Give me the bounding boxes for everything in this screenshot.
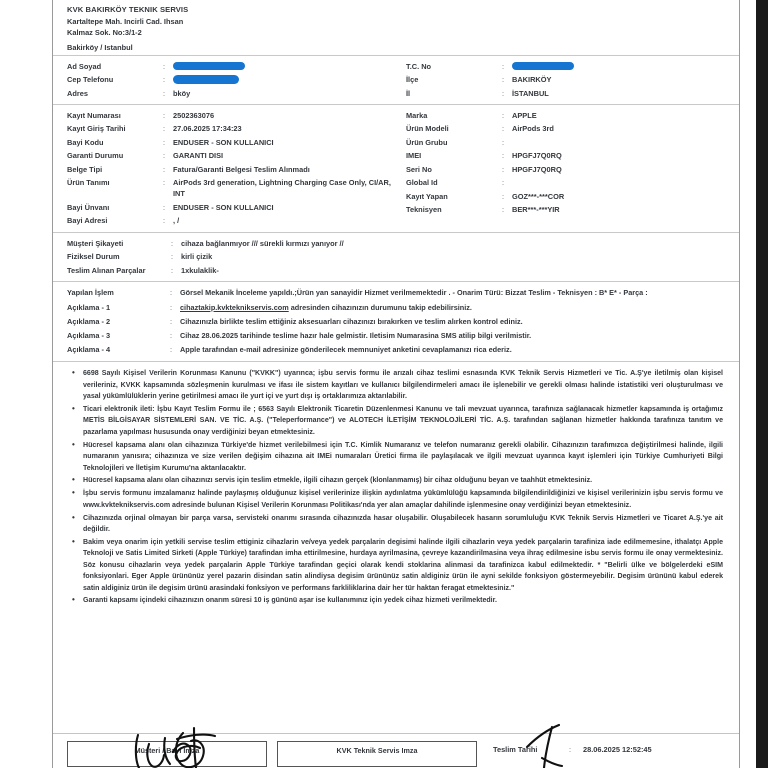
legal-term-item: • Cihazınızda orjinal olmayan bir parça varsa, servisteki onarımı sırasında cihazınızda hasar oluşabilir. Oluşabilecek hasarın sorumluluğu KVK Teknik Servis Hizmetleri ve Ticaret A.Ş.'ye ait değildir. [83,513,723,536]
field-label: Ürün Tanımı [67,178,110,188]
legal-terms-section [53,362,739,612]
field-bayi-kodu [67,136,396,149]
field-label: Kayıt Yapan [406,191,448,201]
field-separator: : [502,61,505,71]
legal-term-item: • 6698 Sayılı Kişisel Verilerin Korunması Kanunu ("KVKK") uyarınca; işbu servis formu ile arızalı cihaz teslimi esnasında KVK Teknik Servis Hizmetleri ve Tic. A.Ş'ye iletilmiş olan kişisel verileriniz, KVKK kapsamında sözleşmenin kurulması ve ifası ile sistem kayıtları ve kullanıcı bilgilendirmeleri amacı ile işlenebilir ve gerekli olması halinde istatistiki veri oluşturulması ve yasal yükümlülüklerin yerine getirilmesi amacı ile yurt içi ve yurt dışı iş ortaklarımıza aktarılabilir. [83,368,723,402]
field-separator: : [502,178,505,188]
field-label: İlçe [406,75,419,85]
field-value: 2502363076 [173,111,215,121]
field-a-klama-2 [53,315,739,329]
field-label: İl [406,88,411,98]
field-separator: : [163,111,166,121]
viewer-edge [756,0,768,768]
field-label: IMEI [406,151,422,161]
field-fiziksel-durum [53,250,739,263]
signature-section [53,733,739,768]
field-label: Ürün Modeli [406,124,449,134]
field-garanti-durumu [67,149,396,162]
field-kay-t-yapan [406,190,739,203]
field-separator: : [163,202,166,212]
customer-right-column [396,60,739,100]
field-separator: : [170,302,173,312]
field-separator: : [163,75,166,85]
field-value: ENDUSER - SON KULLANICI [173,137,274,147]
record-left-column [53,109,396,228]
field-separator: : [170,316,173,326]
field-separator: : [502,191,505,201]
field-adres [67,87,396,100]
company-address-line-1: Kartaltepe Mah. Incirli Cad. Ihsan [67,17,184,27]
customer-section [53,56,739,104]
field-label: Fiziksel Durum [67,252,120,262]
field-cep-telefonu [67,73,396,86]
field-label: Bayi Kodu [67,137,104,147]
legal-term-item: • Ticari elektronik ileti: İşbu Kayıt Teslim Formu ile ; 6563 Sayılı Elektronik Ticaretin Düzenlenmesi Kanunu ve tali mevzuat uyarınca, tarafınıza sağlanacak hizmetler kapsamında iş ortağımız METİS BİLGİSAYAR SİSTEMLERİ SAN. VE TİC. A.Ş. ("Teleperformance") ve ALOTECH İLETİŞİM TEKNOLOJİLERİ TİC. A.Ş. tarafından sağlanan hizmetler hakkında tarafınıza tanıtım ve pazarlama yapılması hususunda onay verdiğinizi beyan etmektesiniz. [83,404,723,438]
field-separator: : [163,61,166,71]
field-separator: : [502,75,505,85]
field-value: kirli çizik [181,252,213,262]
field-label: Müşteri Şikayeti [67,238,124,248]
field-separator: : [170,331,173,341]
field-value: ENDUSER - SON KULLANICI [173,202,274,212]
field-value: İSTANBUL [512,88,549,98]
field-il [406,87,739,100]
field-belge-tipi [67,163,396,176]
field-separator: : [569,745,572,754]
field-value: BAKIRKÖY [512,75,552,85]
field-separator: : [502,137,505,147]
customer-left-column [53,60,396,100]
field-value [512,61,739,72]
field-label: T.C. No [406,61,432,71]
customer-signature-box[interactable]: Müşteri / Bayi Imza [67,741,267,767]
field-separator: : [502,151,505,161]
field-separator: : [163,88,166,98]
field-value [173,61,396,72]
field-value: cihaztakip.kvkteknikservis.com adresinden cihazınızın durumunu takip edebilirsiniz. [180,302,472,312]
field-value: BER***-***YIR [512,205,560,215]
redaction-mark [173,62,245,70]
field-global-id [406,176,739,189]
delivery-date-value: 28.06.2025 12:52:45 [583,745,652,754]
field-value: , / [173,216,180,226]
field-bayi-adresi [67,214,396,227]
field-value: Fatura/Garanti Belgesi Teslim Alınmadı [173,164,310,174]
legal-term-item: • Bakim veya onarim için yetkili servise teslim ettiginiz cihazlarin ve/veya yedek parçalarin degisimi halinde ilgili cihazlarin veya yedek parçalarin tarafiniza iade edilmemesine, ithalatçı Apple Teknoloji ve Satis Limited Sirketi (Apple Türkiye) tarafindan imha ettirilmesine, hurdaya ayrilmasina, çevreye kazandirilmasina veya ihraç edilmesine isbu servis formu ile onay vermektesiniz. Söz konusu cihazlarin veya yedek parçalarin Apple Türkiye tarafindan geçici olarak kendi stoklarina alinmasi da tarafinizca kabul edilmektedir. * "Belirli ülke ve bölgelerdeki eSIM fonksiyonlari. Eger Apple ürününüz yerel pazarin disindan satin alindiysa degisim ürününüz satin aldiginiz ürün ile ayni sekilde fonksiyon göstermeyebilir. Degisim ürününü kabul ederek satin aldiginiz ürün ile degisim ürünü arasindaki fonksiyon ve performans farkliliklarina dair her tür haktan feragat etmektesiniz." [83,537,723,594]
field-label: Cep Telefonu [67,75,114,85]
field-separator: : [163,178,166,188]
field-a-klama-1 [53,300,739,314]
field-label: Ad Soyad [67,61,102,71]
field-seri-no [406,163,739,176]
field-separator: : [163,164,166,174]
field-separator: : [170,345,173,355]
field-label: Global Id [406,178,438,188]
company-address-line-2: Kalmaz Sok. No:3/1-2 [67,28,142,38]
field-separator: : [502,111,505,121]
legal-term-item: • Garanti kapsamı içindeki cihazınızın onarım süresi 10 iş gününü aşar ise kullanımınız için yedek cihaz hizmeti verilmektedir. [83,595,723,606]
field-label: Ürün Grubu [406,137,448,147]
field-label: Seri No [406,164,432,174]
delivery-date-field [493,741,652,754]
field-marka [406,109,739,122]
field-tc-no [406,60,739,73]
field-label: Bayi Ünvanı [67,202,110,212]
field-r-n-tan-m [67,176,396,201]
field-separator: : [502,88,505,98]
field-value: AirPods 3rd [512,124,554,134]
field-separator: : [163,151,166,161]
field-kay-t-giri-tarihi [67,122,396,135]
field-label: Kayıt Giriş Tarihi [67,124,126,134]
field-value: AirPods 3rd generation, Lightning Charging Case Only, CI/AR, INT [173,178,391,199]
field-yap-lan-i-lem [53,286,739,300]
field-value: Cihaz 28.06.2025 tarihinde teslime hazır hale gelmistir. Iletisim Numarasina SMS atilip bilgi verilmistir. [180,331,532,341]
field-value: GARANTI DISI [173,151,224,161]
field-value: Cihazınızla birlikte teslim ettiğiniz aksesuarları cihazınızı bırakırken ve teslim alırken kontrol ediniz. [180,316,523,326]
company-address-line-3: Bakirköy / Istanbul [67,42,133,52]
field-separator: : [170,288,173,298]
tracking-url-link[interactable]: cihaztakip.kvkteknikservis.com [180,302,289,312]
field-separator: : [502,124,505,134]
field-separator: : [163,137,166,147]
redaction-mark [173,75,239,84]
field-label: Marka [406,111,428,121]
field-value: cihaza bağlanmıyor /// sürekli kırmızı yanıyor // [181,238,344,248]
service-form-document [52,0,740,768]
field-value: 27.06.2025 17:34:23 [173,124,242,134]
field-value: Görsel Mekanik İnceleme yapıldı.;Ürün yan sanayidir Hizmet verilmemektedir . - Onarim Türü: Bizzat Teslim - Teknisyen : B* E* - Parça : [180,288,648,298]
record-section [53,105,739,232]
field-bayi-nvan [67,201,396,214]
field-teknisyen [406,203,739,216]
field-value: 1xkulaklik- [181,265,219,275]
field-label: Açıklama - 4 [67,345,111,355]
complaint-section [53,233,739,281]
redaction-mark [512,62,574,70]
legal-terms-list [69,368,723,607]
field-r-n-grubu [406,136,739,149]
field-label: Bayi Adresi [67,216,108,226]
record-right-column [396,109,739,228]
field-label: Teslim Alınan Parçalar [67,265,146,275]
field-ad-soyad [67,60,396,73]
legal-term-item: • İşbu servis formunu imzalamanız halinde paylaşmış olduğunuz kişisel verilerinize ilişkin aydınlatma yükümlülüğü kapsamında bilgilendirildiğinizi ve kişisel verilerinizin işbu servis formu ve www.kvkteknikservis.com adresinde bulunan Kişisel Verilerin Korunması Politikası'nda yer alan amaçlar dahilinde işlenmesine onay verdiğinizi beyan etmektesiniz. [83,488,723,511]
operations-section [53,282,739,361]
field-separator: : [171,238,174,248]
field-separator: : [171,265,174,275]
delivery-date-label: Teslim Tarihi [493,745,538,754]
field-value: APPLE [512,111,537,121]
field-kay-t-numaras [67,109,396,122]
field-separator: : [502,164,505,174]
field-label: Açıklama - 2 [67,316,111,326]
field-label: Belge Tipi [67,164,103,174]
field-imei [406,149,739,162]
legal-term-item: • Hücresel kapsama alanı olan cihazınıza Türkiye'de hizmet verilebilmesi için T.C. Kimlik Numaranız ve telefon numaranız gerekli olabilir. Cihazınızın tarafımızca değiştirilmesi halinde, ilgili numaranın yanısıra; cihazınıza ve size verilen değişim cihazına ait IMEi numaraları Üretici firma ile paylaşılacak ve ilgili mevzuat uyarınca kayıt işlemleri için Türkiye Cumhuriyeti Bilgi Teknolojileri ve İletişim Kurumu'na aktarılacaktır. [83,440,723,474]
field-a-klama-4 [53,343,739,357]
field-label: Adres [67,88,88,98]
field-value: HPGFJ7Q0RQ [512,164,562,174]
document-header [53,0,739,55]
field-r-n-modeli [406,122,739,135]
field-teslim-al-nan-par-alar [53,264,739,277]
field-label: Açıklama - 1 [67,302,111,312]
company-name: KVK BAKIRKÖY TEKNIK SERVIS [67,5,189,14]
field-a-klama-3 [53,329,739,343]
field-separator: : [163,124,166,134]
legal-term-item: • Hücresel kapsama alanı olan cihazınızı servis için teslim etmekle, ilgili cihazın gerçek (klonlanmamış) bir cihaz olduğunu beyan ve taahhüt etmektesiniz. [83,475,723,486]
field-value: HPGFJ7Q0RQ [512,151,562,161]
field-label: Garanti Durumu [67,151,124,161]
field-ilce [406,73,739,86]
field-value [173,74,396,85]
field-label: Kayıt Numarası [67,111,121,121]
field-separator: : [171,252,174,262]
field-label: Açıklama - 3 [67,331,111,341]
field-value: bköy [173,88,191,98]
field-value: GOZ***-***COR [512,191,565,201]
field-label: Teknisyen [406,205,442,215]
field-value: Apple tarafından e-mail adresinize gönderilecek memnuniyet anketini cevaplamanızı rica ederiz. [180,345,512,355]
page-margin-left [0,0,52,768]
field-m-teri-ikayeti [53,237,739,250]
field-separator: : [502,205,505,215]
service-signature-box[interactable]: KVK Teknik Servis Imza [277,741,477,767]
field-label: Yapılan İşlem [67,288,114,298]
field-separator: : [163,216,166,226]
